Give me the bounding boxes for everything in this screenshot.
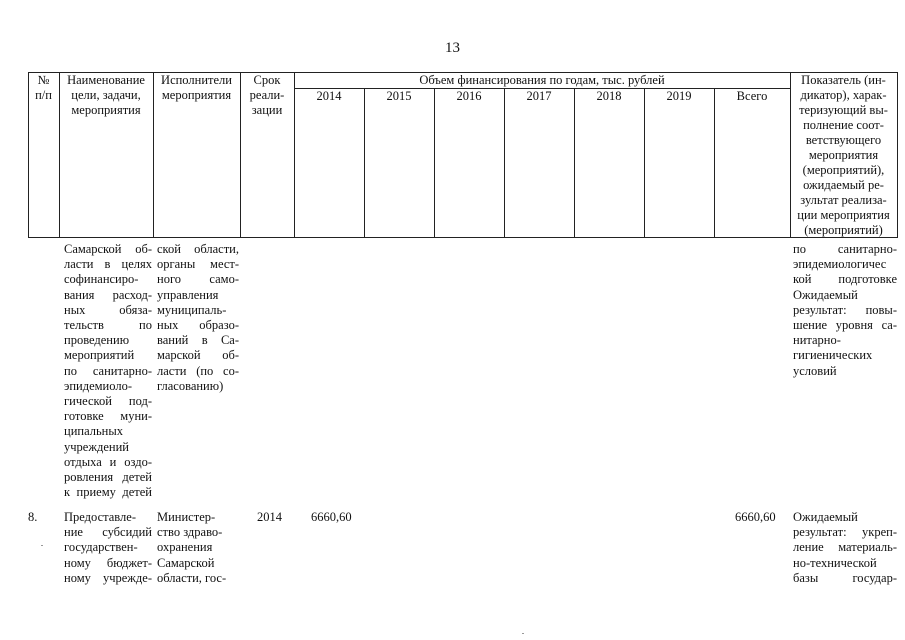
- grid-line: [28, 237, 898, 238]
- grid-line: [434, 88, 435, 238]
- row8-name-cell: Предоставле- ние субсидий государствен- ному бюджет- ному учрежде-: [64, 510, 152, 585]
- grid-line: [897, 72, 898, 238]
- header-year-2014: 2014: [316, 89, 342, 103]
- scan-speck: [41, 545, 43, 546]
- row8-funding-total: 6660,60: [735, 510, 776, 524]
- continued-name-cell: Самарской об- ласти в целях софинансиро- вания расход- ных обяза- тельств по проведению мероприятий по санитарно- эпидемиоло- гической под- готовке муни- ципальных учреждений отдыха и оздо- ровления детей к приему детей: [64, 242, 152, 500]
- grid-line: [644, 88, 645, 238]
- header-year-2019: 2019: [666, 89, 692, 103]
- table-header-grid: [28, 72, 898, 238]
- row8-indicator-cell: Ожидаемый результат: укреп- ление материаль- но-технической базы государ-: [793, 510, 897, 585]
- header-term: Срок реали- зации: [249, 73, 285, 117]
- grid-line: [364, 88, 365, 238]
- header-year-2016: 2016: [456, 89, 482, 103]
- header-total: Всего: [736, 89, 768, 103]
- header-funding: Объем финансирования по годам, тыс. рублей: [419, 73, 665, 87]
- header-year-2018: 2018: [596, 89, 622, 103]
- row8-term: 2014: [257, 510, 282, 524]
- header-indicator: Показатель (ин- дикатор), харак- теризующий вы- полнение соот- ветствующего мероприятия (мероприятий), ожидаемый ре- зультат реализа- ции мероприятия (мероприятий): [797, 73, 890, 237]
- row8-number: 8.: [28, 510, 38, 524]
- scan-speck: [522, 633, 524, 634]
- header-executors: Исполнители мероприятия: [161, 73, 232, 102]
- grid-line: [574, 88, 575, 238]
- row8-funding-2014: 6660,60: [311, 510, 352, 524]
- grid-line: [504, 88, 505, 238]
- row8-executors-cell: Министер- ство здраво- охранения Самарской области, гос-: [157, 510, 227, 585]
- continued-indicator-cell: по санитарно- эпидемиологичес кой подготовке Ожидаемый результат: повы- шение уровня са- нитарно- гигиенических условий: [793, 242, 897, 378]
- header-year-2017: 2017: [526, 89, 552, 103]
- continued-executors-cell: ской области, органы мест- ного само- управления муниципаль- ных образо- ваний в Са- марской об- ласти (по со- гласованию): [157, 242, 239, 393]
- header-no: № п/п: [35, 73, 52, 102]
- header-year-2015: 2015: [386, 89, 412, 103]
- header-name: Наименование цели, задачи, мероприятия: [67, 73, 145, 117]
- page-number: 13: [445, 40, 460, 56]
- grid-line: [714, 88, 715, 238]
